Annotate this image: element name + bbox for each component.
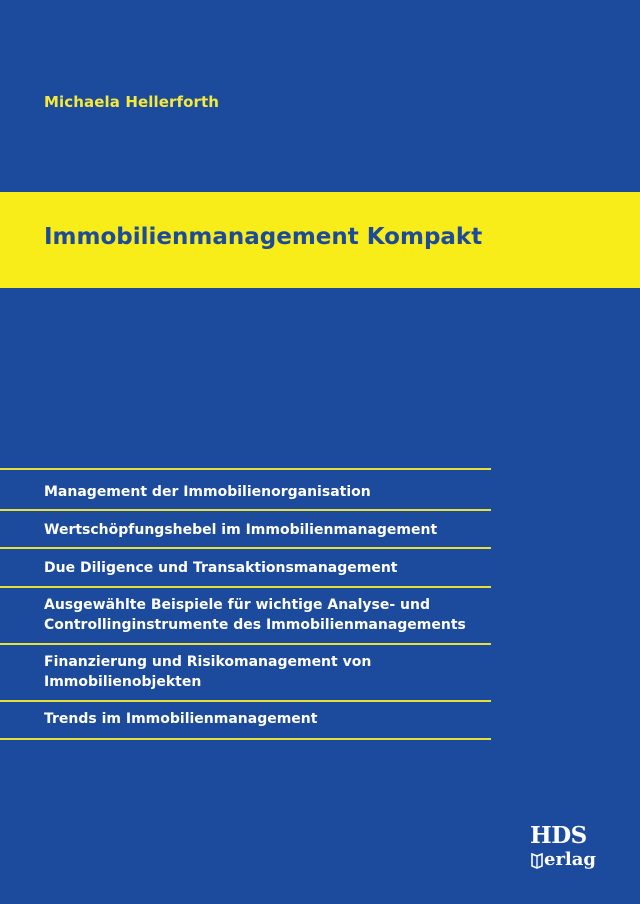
topic-list xyxy=(0,468,491,740)
topic-line: Controllinginstrumente des Immobilienmanagements xyxy=(44,617,466,633)
publisher-logo-subtext: erlag xyxy=(544,849,597,870)
publisher-logo xyxy=(530,822,597,872)
publisher-logo-text: HDS xyxy=(530,822,587,849)
topic-line: Management der Immobilienorganisation xyxy=(44,484,371,500)
topic-line: Finanzierung und Risikomanagement von xyxy=(44,654,372,670)
topic-item xyxy=(0,549,491,586)
topic-line: Trends im Immobilienmanagement xyxy=(44,711,318,727)
topic-line: Immobilienobjekten xyxy=(44,674,202,690)
topic-line: Wertschöpfungshebel im Immobilienmanagement xyxy=(44,522,438,538)
divider xyxy=(0,738,491,740)
topic-item xyxy=(0,470,491,509)
author-name: Michaela Hellerforth xyxy=(44,93,220,111)
topic-item xyxy=(0,702,491,738)
book-title: Immobilienmanagement Kompakt xyxy=(44,224,483,250)
topic-item xyxy=(0,511,491,547)
topic-item xyxy=(0,645,491,700)
topic-line: Due Diligence und Transaktionsmanagement xyxy=(44,560,398,576)
topic-item xyxy=(0,588,491,643)
title-band xyxy=(0,192,640,288)
topic-line: Ausgewählte Beispiele für wichtige Analyse- und xyxy=(44,597,430,613)
book-icon xyxy=(531,853,543,869)
